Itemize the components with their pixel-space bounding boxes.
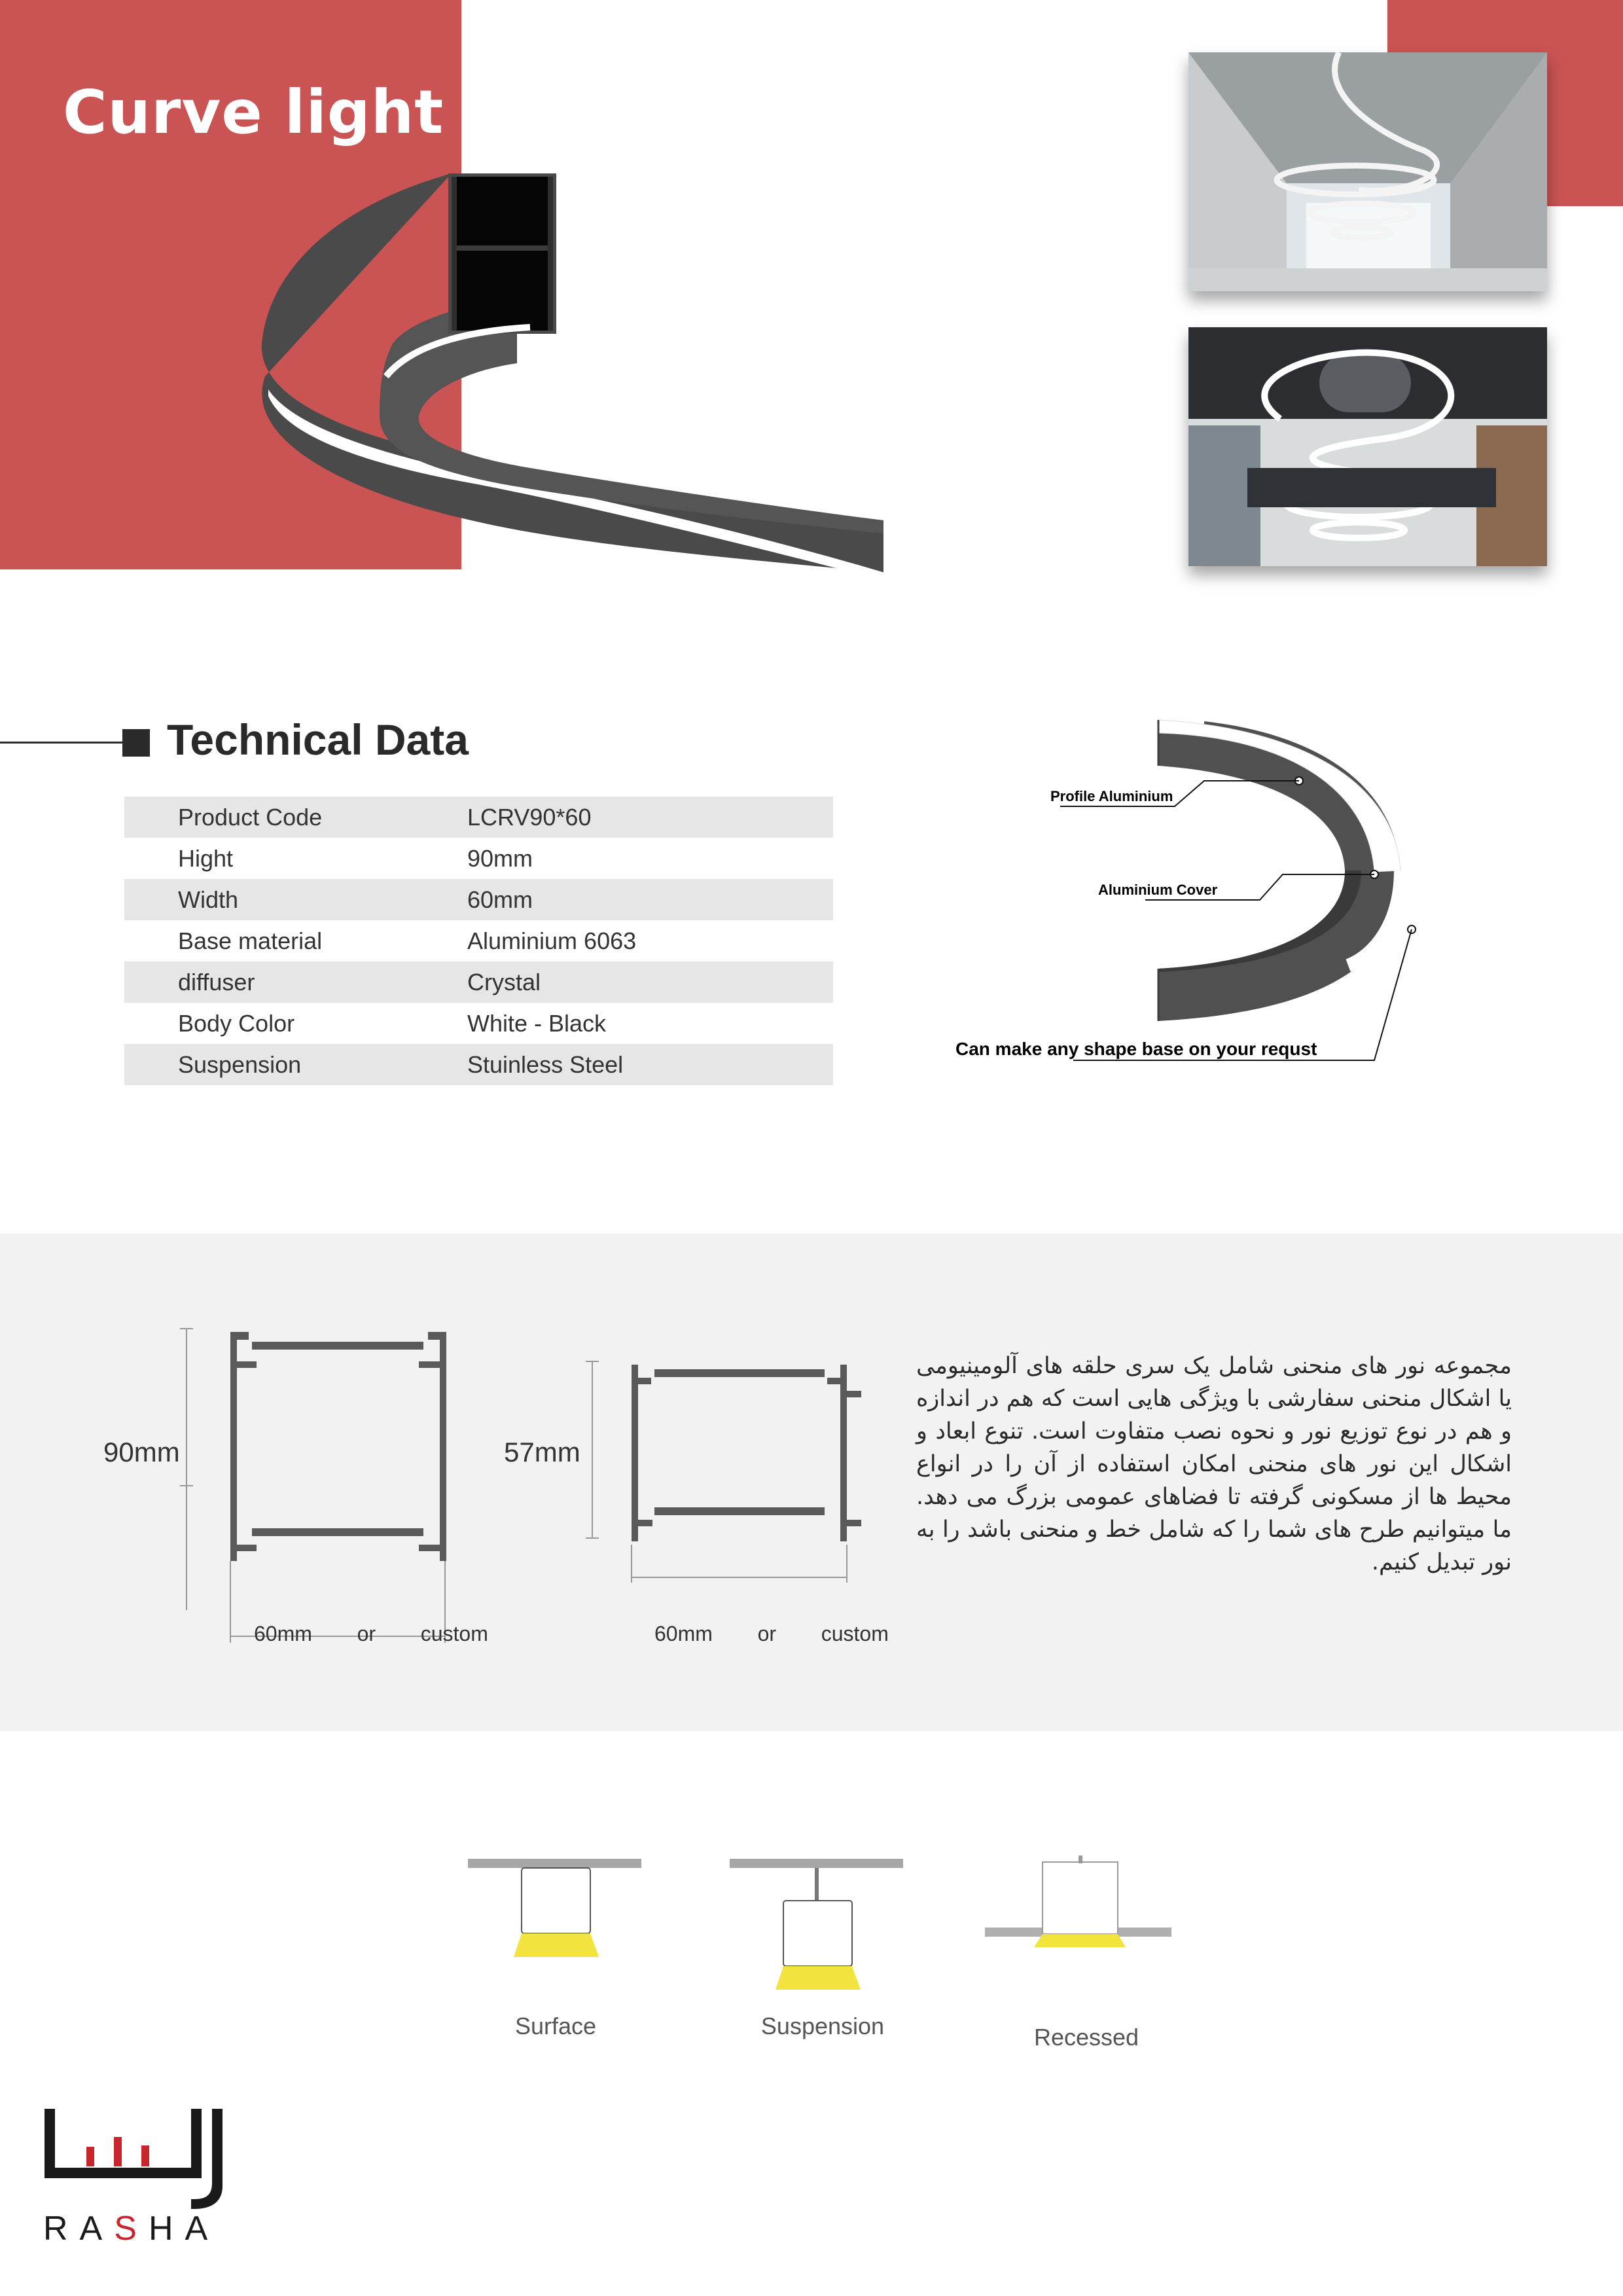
spec-row (124, 1044, 833, 1085)
spec-label: Base material (178, 927, 323, 954)
spec-row (124, 838, 833, 879)
suspension-mount-icon (730, 1859, 903, 1990)
spec-value: Aluminium 6063 (467, 927, 637, 954)
rasha-logo-mark (41, 2108, 230, 2212)
spec-table (124, 797, 833, 1085)
spec-label: Body Color (178, 1009, 295, 1037)
spec-value: Crystal (467, 961, 833, 1003)
spec-label: Hight (178, 844, 234, 872)
spec-value: LCRV90*60 (467, 797, 833, 838)
brand-wordmark-highlight: S (114, 2210, 149, 2248)
spec-row (124, 879, 833, 920)
surface-mount-icon (468, 1859, 641, 1957)
spec-row (124, 920, 833, 961)
spec-value: 60mm (467, 879, 833, 920)
brand-wordmark-part: RA (43, 2210, 115, 2248)
technical-data-heading: Technical Data (167, 715, 469, 764)
mounting-types-icons (458, 1839, 1191, 2003)
persian-description: مجموعه نور های منحنی شامل یک سری حلقه های آلومینیومی یا اشکال منحنی سفارشی با ویژگی هایی است که هم در اندازه و هم در نوع توزیع نور و نحوه نصب متفاوت است. تنوع ابعاد و اشکال این نور های منحنی امکان استفاده از آن را در انواع محیط ها از مسکونی گرفته تا فضاهای عمومی بزرگ می دهد. ما میتوانیم طرح های شما را که شامل خط و منحنی باشد را به نور تبدیل کنیم. (916, 1353, 1512, 1575)
spiral-pendant-photo-corridor (1188, 52, 1547, 291)
profile-aluminium-label: Profile Aluminium (1050, 788, 1173, 804)
section-90mm-drawing (85, 1316, 478, 1662)
surface-label: Surface (514, 2013, 597, 2039)
curved-profile-diagram (942, 707, 1479, 1073)
brand-wordmark-part: HA (148, 2210, 220, 2248)
spec-row (124, 797, 833, 838)
spec-value: White - Black (467, 1009, 607, 1037)
section-left-height-label: 90mm (103, 1437, 180, 1467)
recessed-label: Recessed (1033, 2024, 1139, 2051)
recessed-mount-icon (985, 1856, 1171, 1947)
spec-label: Suspension (124, 1044, 467, 1085)
spec-label: diffuser (124, 961, 467, 1003)
spec-label: Product Code (124, 797, 467, 838)
spec-value: Stuinless Steel (467, 1044, 833, 1085)
spec-value: 90mm (467, 844, 533, 872)
page-title: Curve light (63, 77, 444, 147)
section-right-width-label: 60mm or custom (654, 1622, 889, 1645)
section-left-width-label: 60mm or custom (254, 1622, 488, 1645)
aluminium-cover-label: Aluminium Cover (1098, 882, 1218, 898)
brand-wordmark (43, 2209, 219, 2248)
heading-rule (0, 742, 124, 744)
spiral-pendant-photo-ceiling (1188, 327, 1547, 566)
curve-light-hero-image (255, 167, 890, 586)
spec-row (124, 1003, 833, 1044)
suspension-label: Suspension (760, 2013, 885, 2039)
spec-label: Width (124, 879, 467, 920)
section-57mm-drawing (569, 1348, 883, 1597)
custom-shape-note: Can make any shape base on your requst (955, 1039, 1317, 1059)
spec-row (124, 961, 833, 1003)
heading-square-bullet (122, 729, 150, 757)
section-right-height-label: 57mm (504, 1437, 580, 1467)
